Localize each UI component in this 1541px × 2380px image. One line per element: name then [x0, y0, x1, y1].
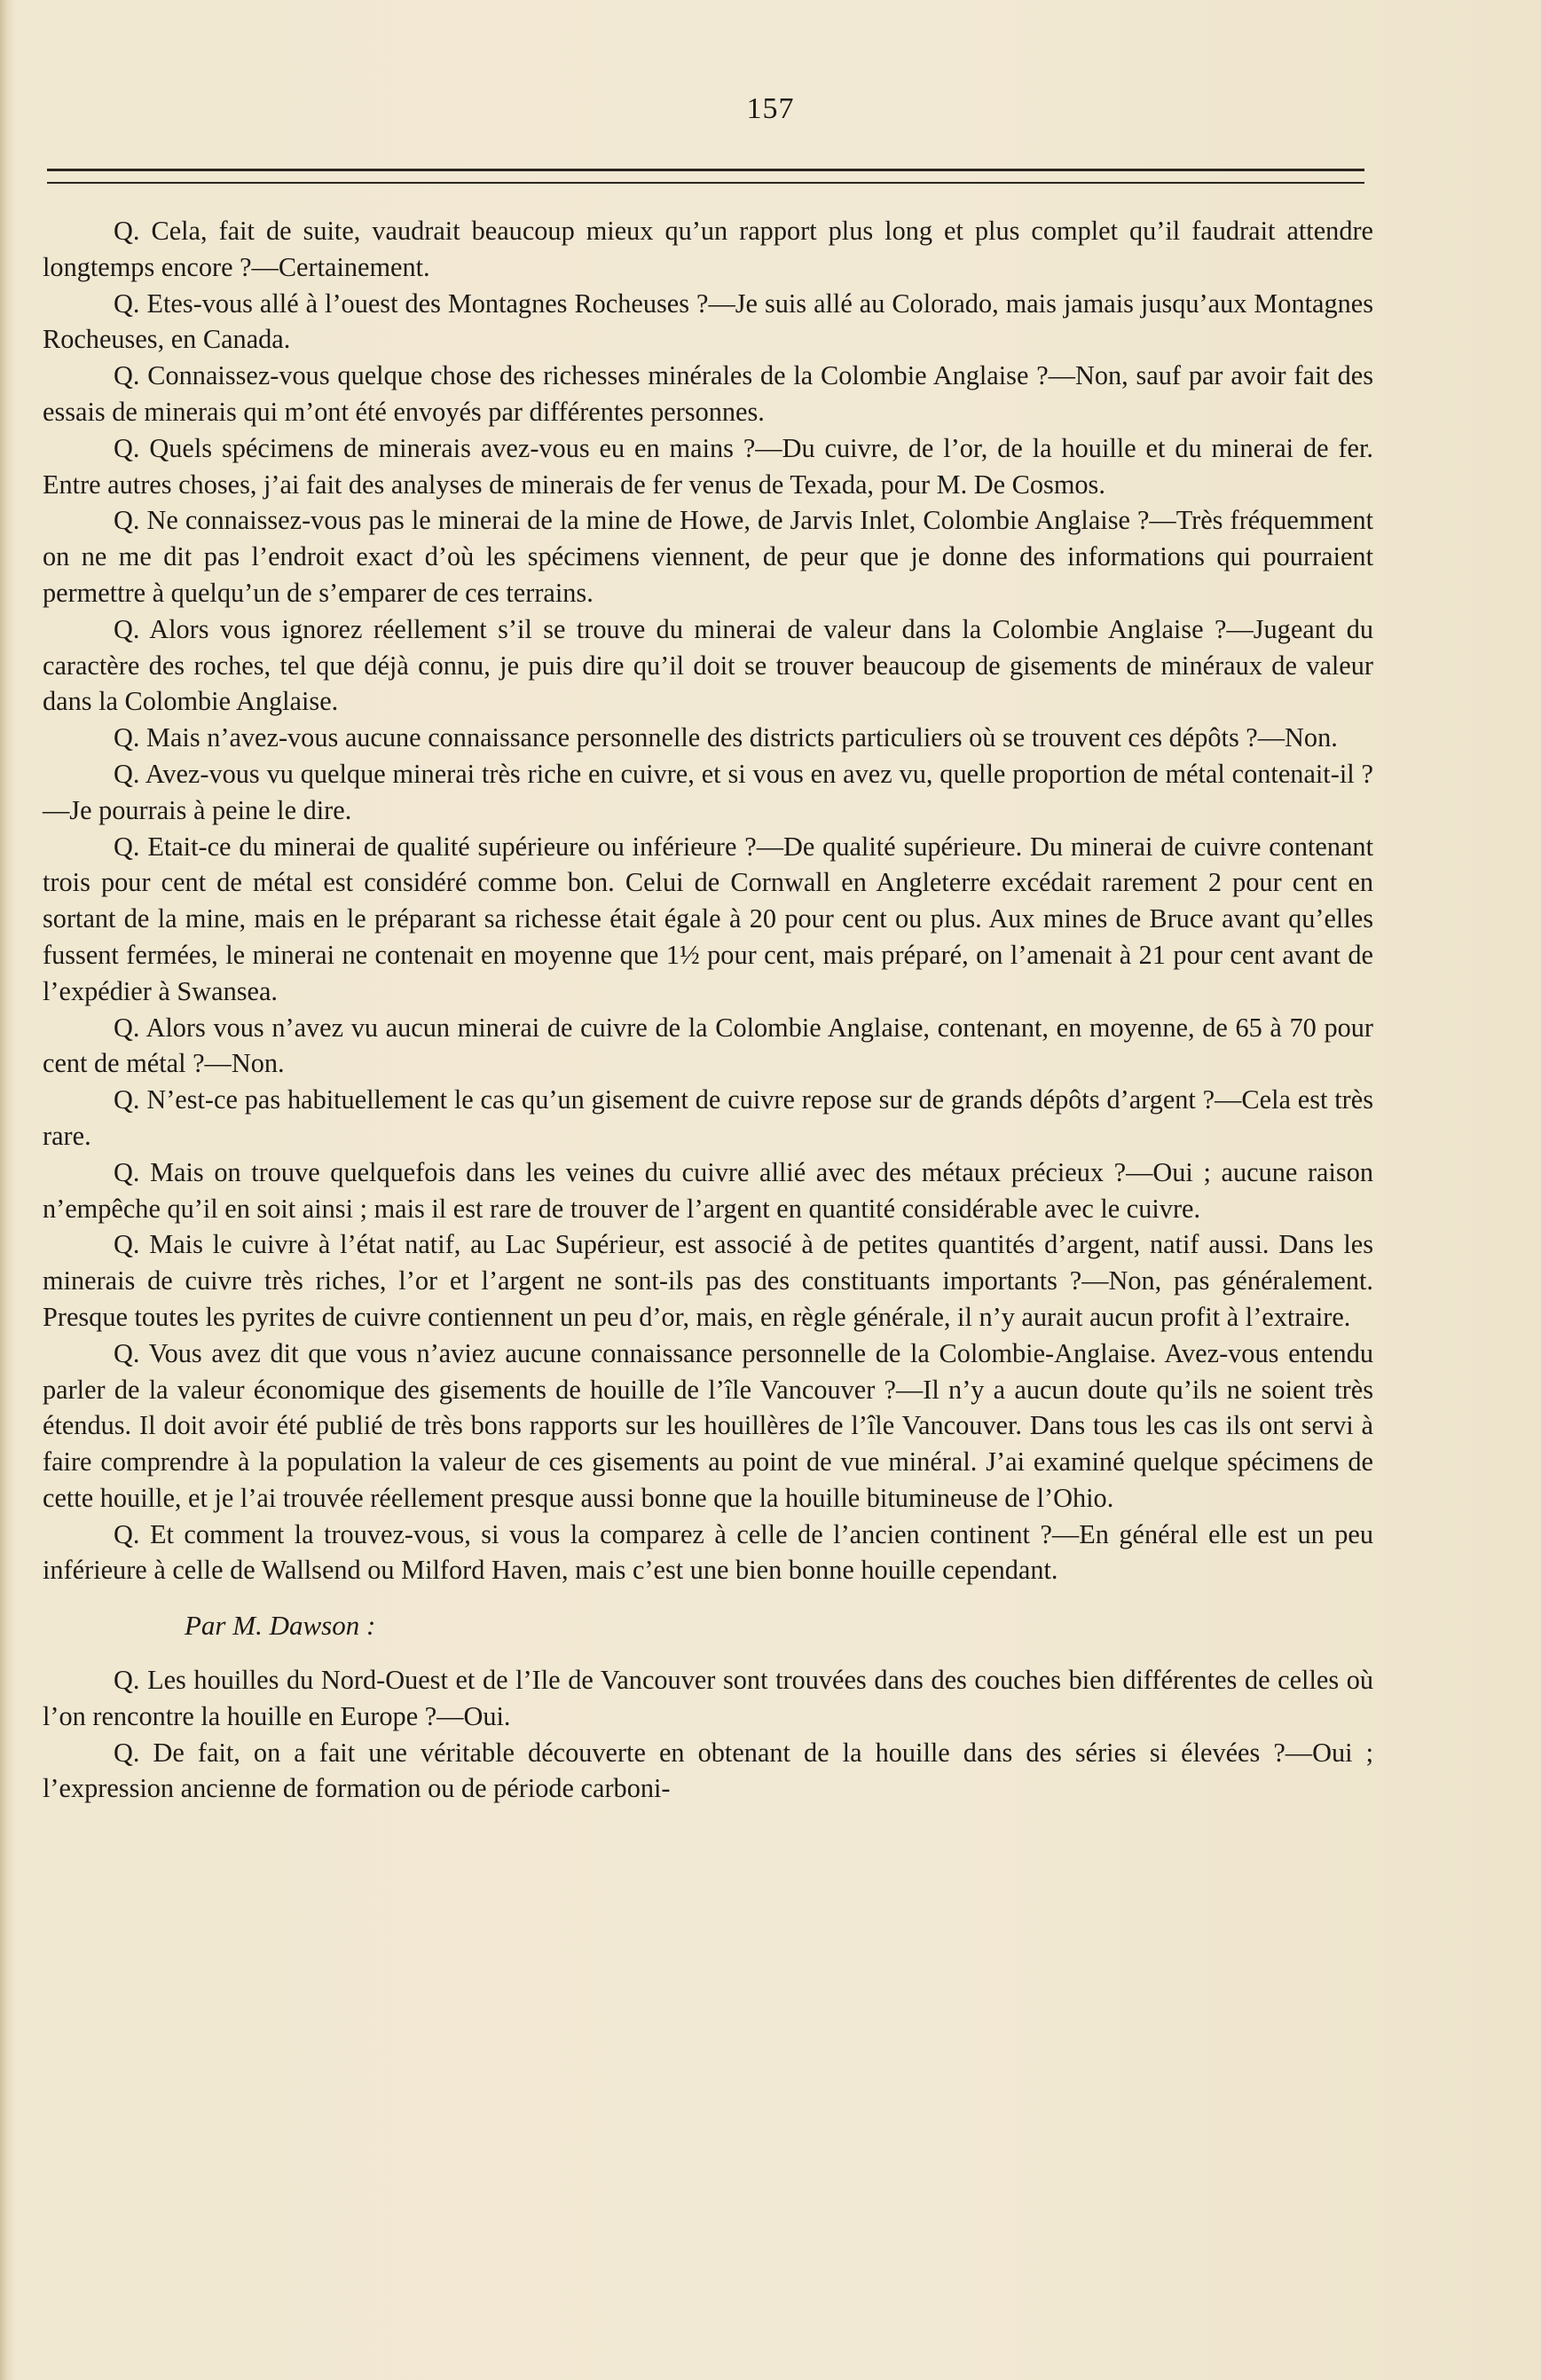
question-label: Q. — [114, 216, 140, 246]
paragraph — [43, 1336, 1373, 1517]
question-label: Q. — [114, 722, 140, 753]
testimony-text — [43, 213, 1373, 1807]
paragraph-text: Mais le cuivre à l’état natif, au Lac Supérieur, est associé à de petites quantités d’argent, natif aussi. Dans les minerais de cuivre très riches, l’or et l’argent ne sont-ils pas des constituants importants ?—Non, pas généralement. Presque toutes les pyrites de cuivre contiennent un peu d’or, mais, en règle générale, il n’y aurait aucun profit à l’extraire. — [43, 1229, 1373, 1332]
question-label: Q. — [114, 1737, 140, 1768]
paragraph-text: Mais n’avez-vous aucune connaissance personnelle des districts particuliers où se trouvent ces dépôts ?—Non. — [146, 722, 1338, 753]
paragraph — [43, 430, 1373, 503]
paragraph-text: De fait, on a fait une véritable découverte en obtenant de la houille dans des séries si élevées ?—Oui ; l’expression ancienne de formation ou de période carboni- — [43, 1737, 1374, 1804]
question-label: Q. — [114, 613, 140, 644]
paragraph — [43, 720, 1373, 756]
question-label: Q. — [114, 1665, 140, 1696]
paragraph-text: Les houilles du Nord-Ouest et de l’Ile de Vancouver sont trouvées dans des couches bien différentes de celles où l’on rencontre la houille en Europe ?—Oui. — [43, 1665, 1373, 1731]
question-label: Q. — [114, 1518, 140, 1549]
paragraph — [43, 1226, 1373, 1335]
paragraph-text: Avez-vous vu quelque minerai très riche en cuivre, et si vous en avez vu, quelle proportion de métal contenait-il ?—Je pourrais à peine le dire. — [43, 758, 1373, 825]
paragraph — [43, 756, 1373, 829]
header-rule-bottom — [47, 182, 1364, 184]
question-label: Q. — [114, 1337, 140, 1368]
question-label: Q. — [114, 432, 140, 463]
paragraph-text: Etes-vous allé à l’ouest des Montagnes Rocheuses ?—Je suis allé au Colorado, mais jamais jusqu’aux Montagnes Rocheuses, en Canada. — [43, 288, 1373, 355]
paragraph-text: Alors vous ignorez réellement s’il se trouve du minerai de valeur dans la Colombie Anglaise ?—Jugeant du caractère des roches, tel que déjà connu, je puis dire qu’il doit se trouver beaucoup de gisements de minéraux de valeur dans la Colombie Anglaise. — [43, 613, 1373, 717]
header-rule-top — [47, 169, 1364, 171]
paragraph-text: Et comment la trouvez-vous, si vous la comparez à celle de l’ancien continent ?—En général elle est un peu inférieure à celle de Wallsend ou Milford Haven, mais c’est une bien bonne houille cependant. — [43, 1518, 1373, 1586]
question-label: Q. — [114, 758, 140, 789]
question-label: Q. — [114, 1229, 140, 1260]
question-label: Q. — [114, 360, 140, 391]
question-label: Q. — [114, 1084, 140, 1115]
paragraph — [43, 611, 1373, 720]
paragraph-text: Mais on trouve quelquefois dans les veines du cuivre allié avec des métaux précieux ?—Oui ; aucune raison n’empêche qu’il en soit ainsi ; mais il est rare de trouver de l’argent en quantité considérable avec le cuivre. — [43, 1156, 1373, 1224]
paragraph — [43, 1082, 1373, 1155]
paragraph — [43, 1735, 1373, 1808]
paragraph-text: N’est-ce pas habituellement le cas qu’un gisement de cuivre repose sur de grands dépôts d’argent ?—Cela est très rare. — [43, 1084, 1373, 1151]
question-label: Q. — [114, 831, 140, 862]
paragraph-text: Cela, fait de suite, vaudrait beaucoup mieux qu’un rapport plus long et plus complet qu’il faudrait attendre longtemps encore ?—Certainement. — [43, 216, 1374, 282]
page-number: 157 — [746, 92, 795, 125]
paragraph-text: Connaissez-vous quelque chose des richesses minérales de la Colombie Anglaise ?—Non, sauf par avoir fait des essais de minerais qui m’ont été envoyés par différentes personnes. — [43, 360, 1373, 427]
paragraph — [43, 1517, 1373, 1589]
question-label: Q. — [114, 505, 140, 536]
paragraph — [43, 358, 1373, 430]
speaker-heading: Par M. Dawson : — [185, 1610, 376, 1642]
paragraph — [43, 286, 1373, 359]
paragraph — [43, 502, 1373, 611]
paragraph — [43, 1155, 1373, 1227]
paragraph — [43, 213, 1373, 286]
paragraph-text: Ne connaissez-vous pas le minerai de la mine de Howe, de Jarvis Inlet, Colombie Anglaise ?—Très fréquemment on ne me dit pas l’endroit exact d’où les spécimens viennent, de peur que je donne des informations qui pourraient permettre à quelqu’un de s’emparer de ces terrains. — [43, 505, 1374, 608]
question-label: Q. — [114, 288, 140, 319]
paragraph-text: Etait-ce du minerai de qualité supérieure ou inférieure ?—De qualité supérieure. Du minerai de cuivre contenant trois pour cent de métal est considéré comme bon. Celui de Cornwall en Angleterre excédait rarement 2 pour cent en sortant de la mine, mais en le préparant sa richesse était égale à 20 pour cent ou plus. Aux mines de Bruce avant qu’elles fussent fermées, le minerai ne contenait en moyenne que 1½ pour cent, mais préparé, on l’amenait à 21 pour cent avant de l’expédier à Swansea. — [43, 831, 1373, 1006]
question-label: Q. — [114, 1012, 140, 1043]
paragraph-text: Quels spécimens de minerais avez-vous eu en mains ?—Du cuivre, de l’or, de la houille et du minerai de fer. Entre autres choses, j’ai fait des analyses de minerais de fer venus de Texada, pour M. De Cosmos. — [43, 432, 1374, 500]
question-label: Q. — [114, 1156, 140, 1187]
paragraph — [43, 1662, 1373, 1735]
paragraph — [43, 1010, 1373, 1083]
paragraph-text: Alors vous n’avez vu aucun minerai de cuivre de la Colombie Anglaise, contenant, en moyenne, de 65 à 70 pour cent de métal ?—Non. — [43, 1012, 1374, 1079]
paragraph-text: Vous avez dit que vous n’aviez aucune connaissance personnelle de la Colombie-Anglaise. Avez-vous entendu parler de la valeur économique des gisements de houille de l’île Vancouver ?—Il n’y a aucun doute qu’ils ne soient très étendus. Il doit avoir été publié de très bons rapports sur les houillères de l’île Vancouver. Dans tous les cas ils ont servi à faire comprendre à la population la valeur de ces gisements au point de vue minéral. J’ai examiné quelque spécimens de cette houille, et je l’ai trouvée réellement presque aussi bonne que la houille bitumineuse de l’Ohio. — [43, 1337, 1373, 1513]
paragraph — [43, 829, 1373, 1010]
